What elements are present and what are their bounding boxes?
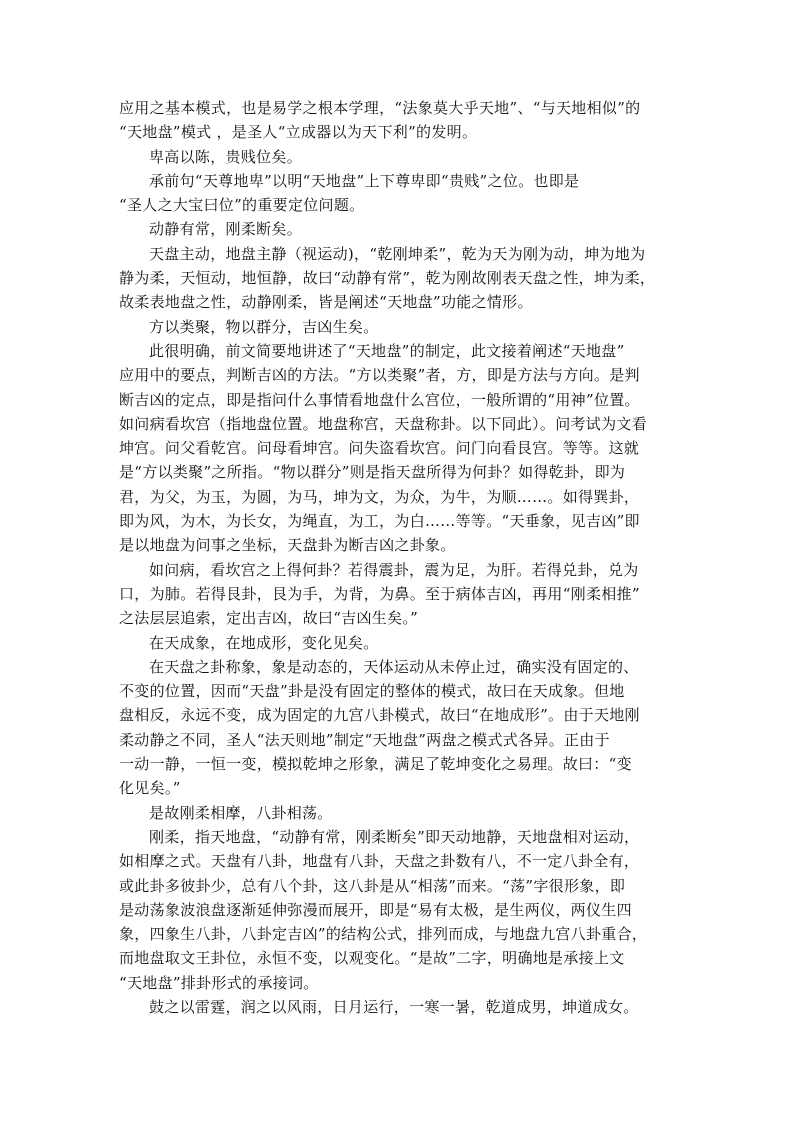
text-line: 一动一静，一恒一变，模拟乾坤之形象，满足了乾坤变化之易理。故曰：“变 xyxy=(119,755,632,774)
text-line: 是“方以类聚”之所指。“物以群分”则是指天盘所得为何卦？如得乾卦，即为 xyxy=(119,463,626,482)
text-line: 在天盘之卦称象，象是动态的，天体运动从未停止过，确实没有固定的、 xyxy=(149,657,639,676)
text-line: 而地盘取文王卦位，永恒不变，以观变化。“是故”二字，明确地是承接上文 xyxy=(119,949,625,968)
text-line: 盘相反，永远不变，成为固定的九宫八卦模式，故曰“在地成形”。由于天地刚 xyxy=(119,706,640,725)
text-line: 在天成象，在地成形，变化见矣。 xyxy=(149,633,379,652)
text-line: 天盘主动，地盘主静（视运动)，“乾刚坤柔”，乾为天为刚为动，坤为地为 xyxy=(149,244,646,263)
text-line: 断吉凶的定点，即是指问什么事情看地盘什么宫位，一般所谓的“用神”位置。 xyxy=(119,390,640,409)
text-line: 口，为肺。若得艮卦，艮为手，为背，为鼻。至于病体吉凶，再用“刚柔相推” xyxy=(119,584,640,603)
text-line: 如问病看坎宫（指地盘位置。地盘称宫，天盘称卦。以下同此）。问考试为文看 xyxy=(119,414,648,433)
text-line: 静为柔，天恒动，地恒静，故曰“动静有常”，乾为刚故刚表天盘之性，坤为柔， xyxy=(119,269,656,288)
text-line: 坤宫。问父看乾宫。问母看坤宫。问失盗看坎宫。问门向看艮宫。等等。这就 xyxy=(119,439,640,458)
text-line: “天地盘”排卦形式的承接词。 xyxy=(119,973,319,992)
text-line: 故柔表地盘之性，动静刚柔，皆是阐述“天地盘”功能之情形。 xyxy=(119,293,533,312)
text-line: 方以类聚，物以群分，吉凶生矣。 xyxy=(149,317,379,336)
text-line: 刚柔，指天地盘，“动静有常，刚柔断矣”即天动地静，天地盘相对运动， xyxy=(149,827,640,846)
text-line: 是故刚柔相摩，八卦相荡。 xyxy=(149,803,333,822)
text-line: “天地盘”模式 ，是圣人“立成器以为天下利”的发明。 xyxy=(119,123,478,142)
text-line: 卑高以陈，贵贱位矣。 xyxy=(149,147,303,166)
text-line: “圣人之大宝曰位”的重要定位问题。 xyxy=(119,196,365,215)
text-line: 动静有常，刚柔断矣。 xyxy=(149,220,303,239)
text-line: 之法层层追索，定出吉凶，故曰“吉凶生矣。” xyxy=(119,609,419,628)
document-page xyxy=(119,96,679,1019)
text-line: 君，为父，为玉，为圆，为马，坤为文，为众，为牛，为顺……。如得巽卦， xyxy=(119,487,640,506)
text-line: 柔动静之不同，圣人“法天则地”制定“天地盘”两盘之模式式各异。正由于 xyxy=(119,730,610,749)
text-line: 应用中的要点，判断吉凶的方法。“方以类聚”者，方，即是方法与方向。是判 xyxy=(119,366,640,385)
text-line: 即为风，为木，为长女，为绳直，为工，为白……等等。“天垂象，见吉凶”即 xyxy=(119,512,640,531)
text-line: 承前句“天尊地卑”以明“天地盘”上下尊卑即“贵贱”之位。也即是 xyxy=(149,171,580,190)
text-line: 应用之基本模式，也是易学之根本学理，“法象莫大乎天地”、“与天地相似”的 xyxy=(119,99,641,117)
text-line: 鼓之以雷霆，润之以风雨，日月运行，一寒一暑，乾道成男，坤道成女。 xyxy=(149,997,639,1016)
text-line: 是动荡象波浪盘逐渐延伸弥漫而展开，即是“易有太极，是生两仪，两仪生四 xyxy=(119,900,632,919)
text-line: 此很明确，前文简要地讲述了“天地盘”的制定，此文接着阐述“天地盘” xyxy=(149,341,625,360)
text-line: 是以地盘为问事之坐标，天盘卦为断吉凶之卦象。 xyxy=(119,536,456,555)
text-line: 如问病，看坎宫之上得何卦？若得震卦，震为足，为肝。若得兑卦，兑为 xyxy=(149,560,639,579)
text-line: 或此卦多彼卦少，总有八个卦，这八卦是从“相荡”而来。“荡”字很形象，即 xyxy=(119,876,626,895)
text-line: 如相摩之式。天盘有八卦，地盘有八卦，天盘之卦数有八，不一定八卦全有， xyxy=(119,852,640,871)
text-line: 化见矣。” xyxy=(119,779,181,798)
text-line: 不变的位置，因而“天盘”卦是没有固定的整体的模式，故曰在天成象。但地 xyxy=(119,682,625,701)
text-line: 象，四象生八卦，八卦定吉凶”的结构公式，排列而成，与地盘九宫八卦重合， xyxy=(119,925,648,944)
